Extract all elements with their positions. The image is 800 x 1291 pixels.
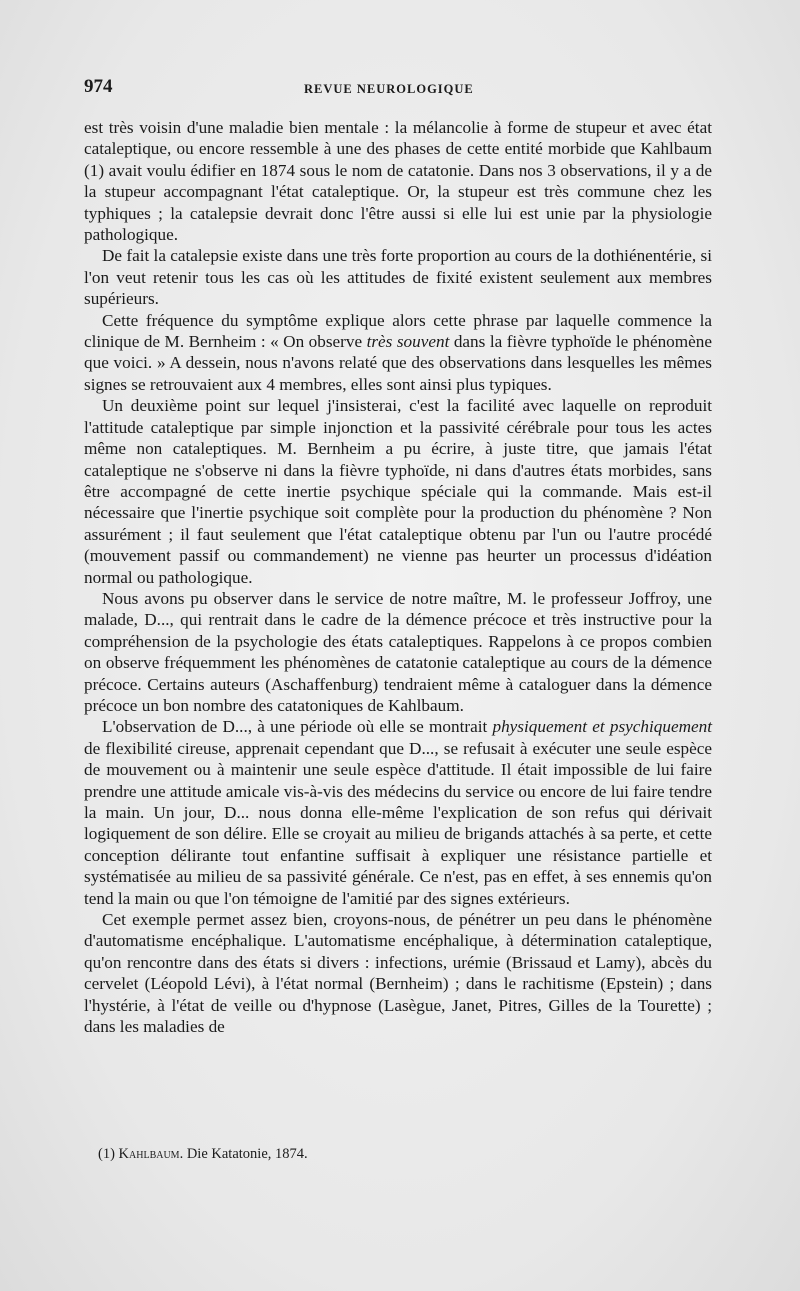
text-run: de flexibilité cireuse, apprenait cependant que D..., se refusait à exécuter une seule espèce de mouvement ou à maintenir une seule espèce d'attitude. Il était impossible de lui faire prendre une attitude amicale vis-à-vis des médecins du service ou encore de lui faire tendre la main. Un jour, D... nous donna elle-même l'explication de son refus qui dérivait logiquement de son délire. Elle se croyait au milieu de brigands attachés à sa perte, et cette conception délirante tout enfantine suffisait à expliquer une résistance partielle et systématisée au milieu de sa passivité générale. Ce n'est, pas en effet, à ses ennemis qu'on tend la main ou que l'on témoigne de l'amitié par des signes extérieurs. (84, 738, 712, 908)
text-run: Un deuxième point sur lequel j'insisterai, c'est la facilité avec laquelle on reproduit l'attitude cataleptique par simple injonction et la passivité cérébrale pour tous les actes même non cataleptiques. M. Bernheim a pu écrire, à juste titre, que jamais l'état cataleptique ne s'observe ni dans la fièvre typhoïde, ni dans d'autres états morbides, sans être accompagné de cette inertie psychique spéciale qui la commande. Mais est-il nécessaire que l'inertie psychique soit complète pour la production du phénomène ? Non assurément ; il faut seulement que l'état cataleptique obtenu par l'un ou l'autre procédé (mouvement passif ou commandement) ne vienne pas heurter un processus d'idéation normal ou pathologique. (84, 396, 712, 587)
page-number: 974 (84, 76, 113, 97)
text-run: Cette fréquence du symptôme explique alors cette phrase par laquelle commence la clinique de M. Bernheim : « On observe (84, 310, 712, 352)
italic-phrase: très souvent (366, 332, 450, 352)
paragraph (84, 117, 712, 245)
italic-phrase: physiquement et psychiquement (492, 717, 712, 737)
paragraph (84, 716, 712, 909)
footnote-author: Kahlbaum. (118, 1146, 184, 1162)
page-header (84, 76, 712, 100)
paragraph (84, 909, 712, 1037)
paragraph (84, 245, 712, 309)
text-run: Cet exemple permet assez bien, croyons-nous, de pénétrer un peu dans le phénomène d'automatisme encéphalique. L'automatisme encéphalique, à détermination cataleptique, qu'on rencontre dans des états si divers : infections, urémie (Brissaud et Lamy), abcès du cervelet (Léopold Lévi), à l'état normal (Bernheim) ; dans le rachitisme (Epstein) ; dans l'hystérie, à l'état de veille ou d'hypnose (Lasègue, Janet, Pitres, Gilles de la Tourette) ; dans les maladies de (84, 910, 712, 1037)
body-text (84, 117, 712, 1037)
text-run: dans la fièvre typhoïde le phénomène que voici. » A dessein, nous n'avons relaté que des observations dans lesquelles les mêmes signes se retrouvaient aux 4 membres, elles sont ainsi plus typiques. (84, 332, 712, 394)
text-run: De fait la catalepsie existe dans une très forte proportion au cours de la dothiénentérie, si l'on veut retenir tous les cas où les attitudes de fixité existent seulement aux membres supérieurs. (84, 246, 712, 309)
footnote-text: Die Katatonie, 1874. (186, 1146, 308, 1162)
paragraph (84, 310, 712, 396)
text-run: est très voisin d'une maladie bien mentale : la mélancolie à forme de stupeur et avec état cataleptique, ou encore ressemble à une des phases de cette entité morbide que Kahlbaum (1) avait voulu édifier en 1874 sous le nom de catatonie. Dans nos 3 observations, il y a de la stupeur accompagnant l'état cataleptique. Or, la stupeur est très commune chez les typhiques ; la catalepsie devrait donc l'être aussi si elle lui est unie par la physiologie pathologique. (84, 118, 712, 245)
running-title: REVUE NEUROLOGIQUE (304, 82, 474, 96)
footnote (98, 1145, 708, 1163)
footnote-marker: (1) (98, 1146, 115, 1162)
text-run: Nous avons pu observer dans le service de notre maître, M. le professeur Joffroy, une malade, D..., qui rentrait dans le cadre de la démence précoce et très instructive pour la compréhension de la psychologie des états cataleptiques. Rappelons à ce propos combien on observe fréquemment les phénomènes de catatonie cataleptique au cours de la démence précoce. Certains auteurs (Aschaffenburg) tendraient même à cataloguer dans la démence précoce un bon nombre des catatoniques de Kahlbaum. (84, 588, 712, 715)
paragraph (84, 588, 712, 716)
paragraph (84, 395, 712, 588)
text-run: L'observation de D..., à une période où elle se montrait (102, 717, 493, 737)
